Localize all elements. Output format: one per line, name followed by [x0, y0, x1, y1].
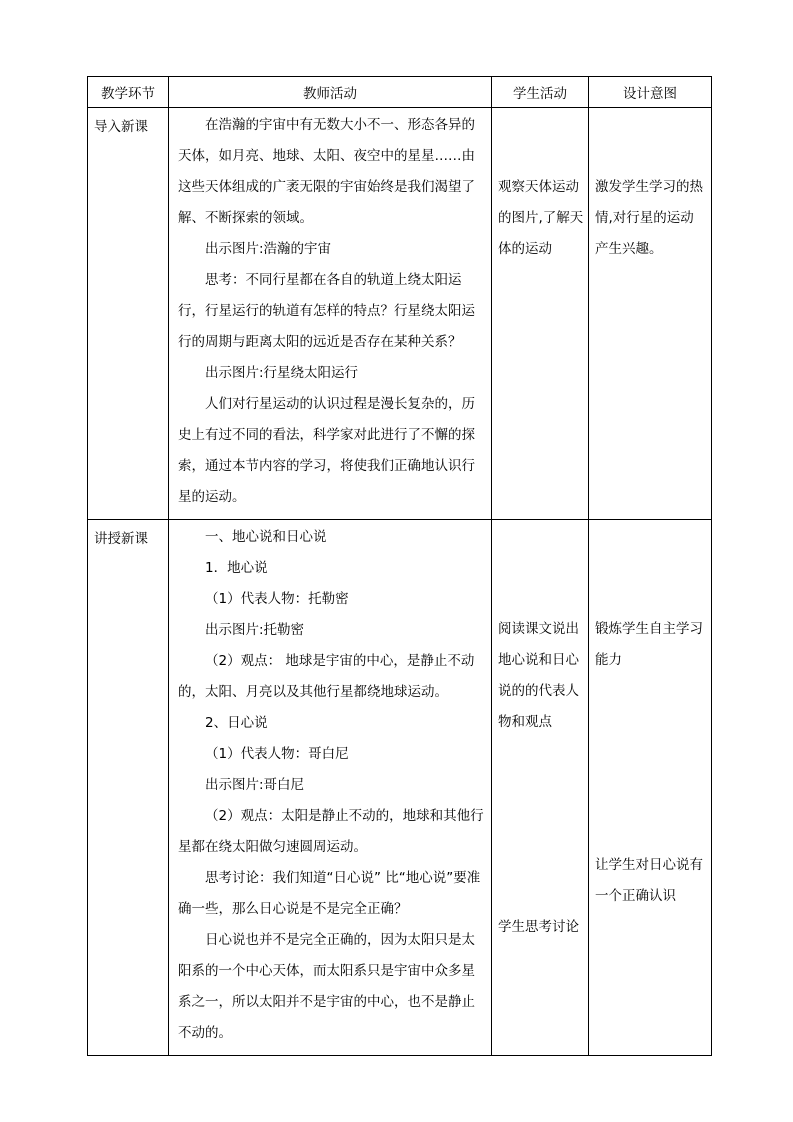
- teacher-paragraph: （1）代表人物：托勒密: [205, 591, 349, 607]
- header-student-activity: 学生活动: [492, 77, 589, 108]
- teacher-paragraph: 思考讨论：我们知道“日心说” 比“地心说”要准确一些，那么日心说是不是完全正确？: [178, 870, 481, 917]
- teacher-paragraph: 出示图片:托勒密: [205, 622, 305, 638]
- student-activity-cell: [492, 108, 589, 520]
- teacher-paragraph: 2、日心说: [205, 715, 268, 731]
- table-header-row: [88, 77, 712, 108]
- teacher-paragraph: 出示图片:行星绕太阳运行: [205, 365, 359, 381]
- student-activity-text: 阅读课文说出地心说和日心说的的代表人物和观点: [498, 621, 579, 730]
- design-intent-cell: [589, 108, 712, 520]
- student-activity-cell: [492, 520, 589, 1056]
- teacher-paragraph: 在浩瀚的宇宙中有无数大小不一、形态各异的天体，如月亮、地球、太阳、夜空中的星星……由这些天体组成的广袤无限的宇宙始终是我们渴望了解、不断探索的领域。: [178, 117, 475, 226]
- teacher-paragraph: 一、地心说和日心说: [205, 529, 327, 545]
- teacher-paragraph: 出示图片:哥白尼: [205, 777, 305, 793]
- table-row-intro: [88, 108, 712, 520]
- student-activity-text: 学生思考讨论: [498, 919, 579, 935]
- header-stage: 教学环节: [88, 77, 169, 108]
- teacher-activity-cell: [169, 520, 492, 1056]
- design-intent-text: 锻炼学生自主学习能力: [595, 621, 703, 668]
- teacher-activity-cell: [169, 108, 492, 520]
- design-intent-cell: [589, 520, 712, 1056]
- stage-cell: 导入新课: [88, 108, 169, 520]
- lesson-plan-table: [87, 76, 712, 1056]
- teacher-paragraph: 日心说也并不是完全正确的，因为太阳只是太阳系的一个中心天体，而太阳系只是宇宙中众多星系之一，所以太阳并不是宇宙的中心，也不是静止不动的。: [178, 932, 475, 1041]
- teacher-paragraph: 1．地心说: [205, 560, 268, 576]
- design-intent-text: 激发学生学习的热情,对行星的运动产生兴趣。: [595, 179, 703, 257]
- teacher-paragraph: 出示图片:浩瀚的宇宙: [205, 241, 332, 257]
- teacher-paragraph: （2）观点：太阳是静止不动的，地球和其他行星都在绕太阳做匀速圆周运动。: [178, 808, 484, 855]
- teacher-paragraph: （1）代表人物：哥白尼: [205, 746, 349, 762]
- table-row-lecture: [88, 520, 712, 1056]
- teacher-paragraph: （2）观点： 地球是宇宙的中心，是静止不动的，太阳、月亮以及其他行星都绕地球运动。: [178, 653, 475, 700]
- teacher-paragraph: 思考：不同行星都在各自的轨道上绕太阳运行，行星运行的轨道有怎样的特点？行星绕太阳运行的周期与距离太阳的远近是否存在某种关系？: [178, 272, 475, 350]
- teacher-paragraph: 人们对行星运动的认识过程是漫长复杂的，历史上有过不同的看法，科学家对此进行了不懈的探索，通过本节内容的学习，将使我们正确地认识行星的运动。: [178, 396, 475, 505]
- student-activity-text: 观察天体运动的图片,了解天体的运动: [498, 179, 584, 257]
- design-intent-text: 让学生对日心说有一个正确认识: [595, 857, 703, 904]
- stage-cell: 讲授新课: [88, 520, 169, 1056]
- header-teacher-activity: 教师活动: [169, 77, 492, 108]
- header-design-intent: 设计意图: [589, 77, 712, 108]
